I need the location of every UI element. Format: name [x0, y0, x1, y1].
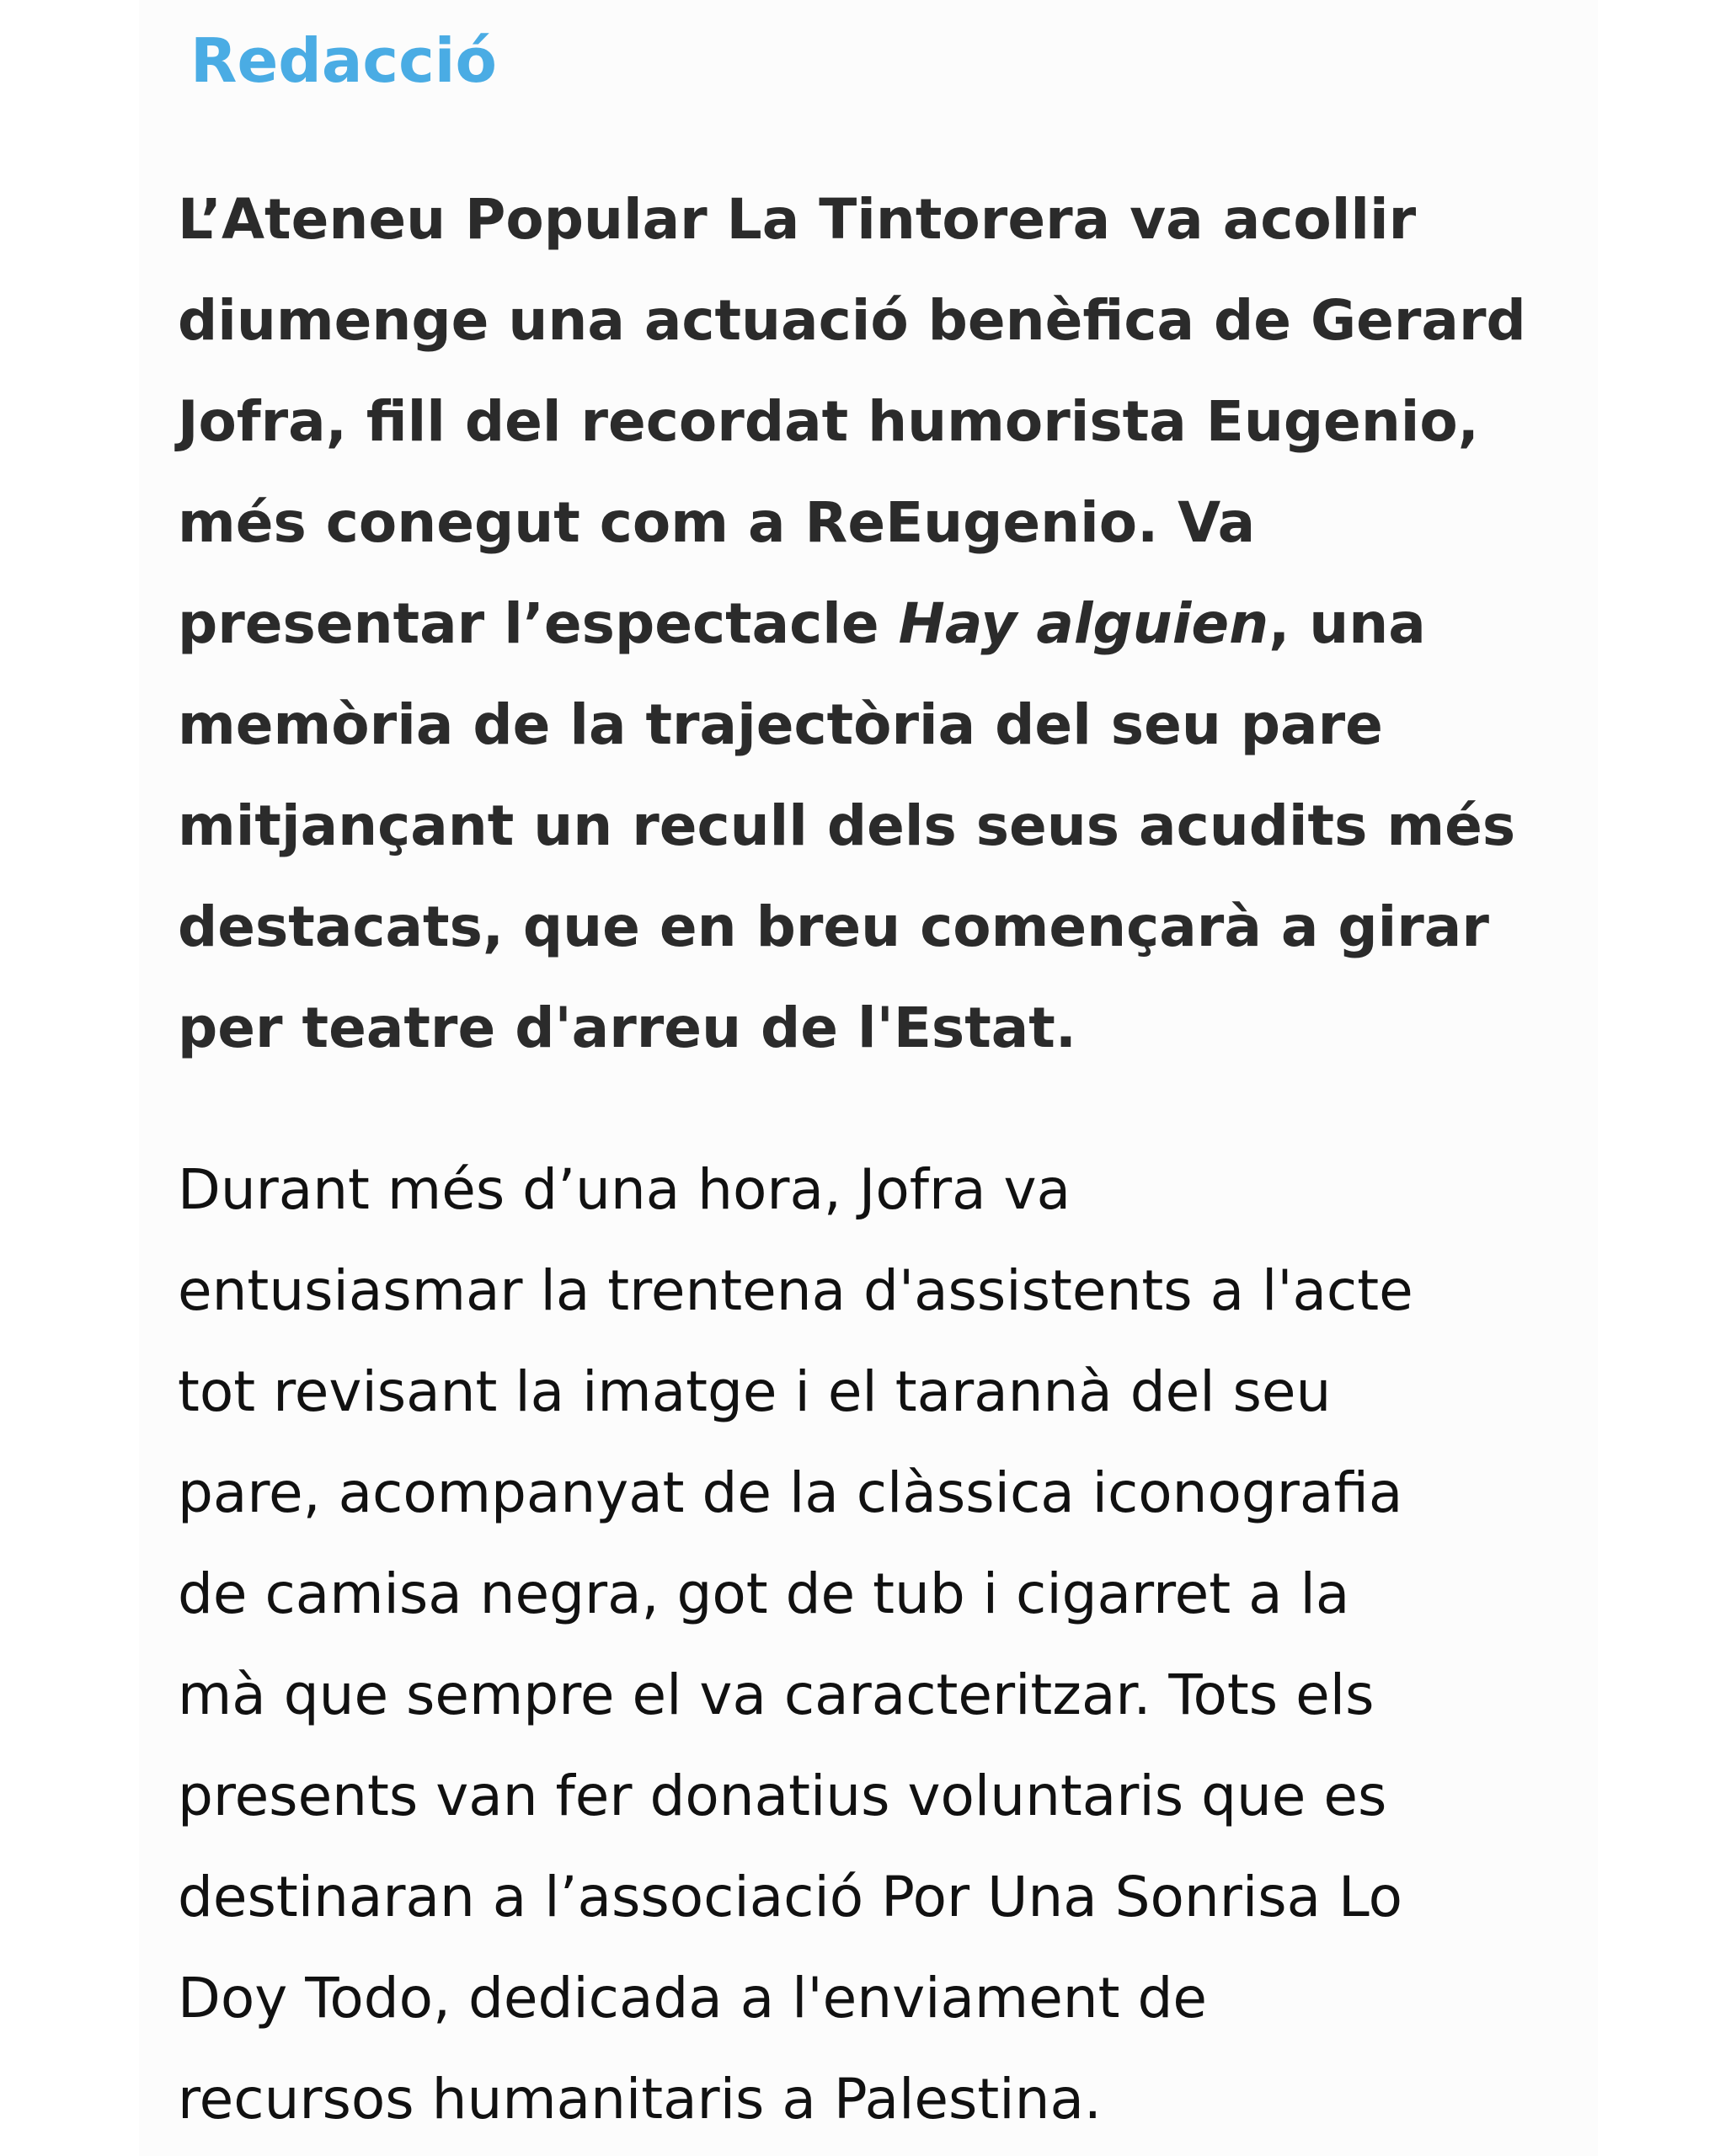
lead-line: L’Ateneu Popular La Tintorera va acollir — [178, 187, 1417, 252]
lead-line: Jofra, fill del recordat humorista Eugenio, — [178, 389, 1479, 454]
lead-line-text: , una — [1268, 591, 1426, 656]
lead-line: memòria de la trajectòria del seu pare — [178, 692, 1383, 757]
body-line: Doy Todo, dedicada a l'enviament de — [178, 1966, 1207, 2031]
lead-line — [178, 574, 1576, 675]
body-line: pare, acompanyat de la clàssica iconografia — [178, 1460, 1403, 1525]
show-title: Hay alguien — [898, 591, 1269, 656]
body-line: Durant més d’una hora, Jofra va — [178, 1157, 1071, 1222]
lead-line: destacats, que en breu començarà a girar — [178, 894, 1489, 959]
body-line: presents van fer donatius voluntaris que es — [178, 1764, 1387, 1828]
body-line: mà que sempre el va caracteritzar. Tots els — [178, 1662, 1375, 1727]
body-line: entusiasmar la trentena d'assistents a l'acte — [178, 1258, 1413, 1323]
author-byline: Redacció — [190, 25, 497, 96]
lead-line: mitjançant un recull dels seus acudits més — [178, 793, 1516, 858]
lead-line-text: presentar l’espectacle — [178, 591, 899, 656]
body-paragraph — [178, 1139, 1576, 2150]
lead-paragraph — [178, 169, 1576, 1079]
body-line: destinaran a l’associació Por Una Sonrisa Lo — [178, 1865, 1403, 1929]
body-line: de camisa negra, got de tub i cigarret a la — [178, 1561, 1350, 1626]
lead-line: més conegut com a ReEugenio. Va — [178, 490, 1256, 555]
lead-line: diumenge una actuació benèfica de Gerard — [178, 288, 1526, 353]
body-line: recursos humanitaris a Palestina. — [178, 2067, 1102, 2132]
body-line: tot revisant la imatge i el tarannà del seu — [178, 1359, 1332, 1424]
lead-line: per teatre d'arreu de l'Estat. — [178, 995, 1076, 1060]
